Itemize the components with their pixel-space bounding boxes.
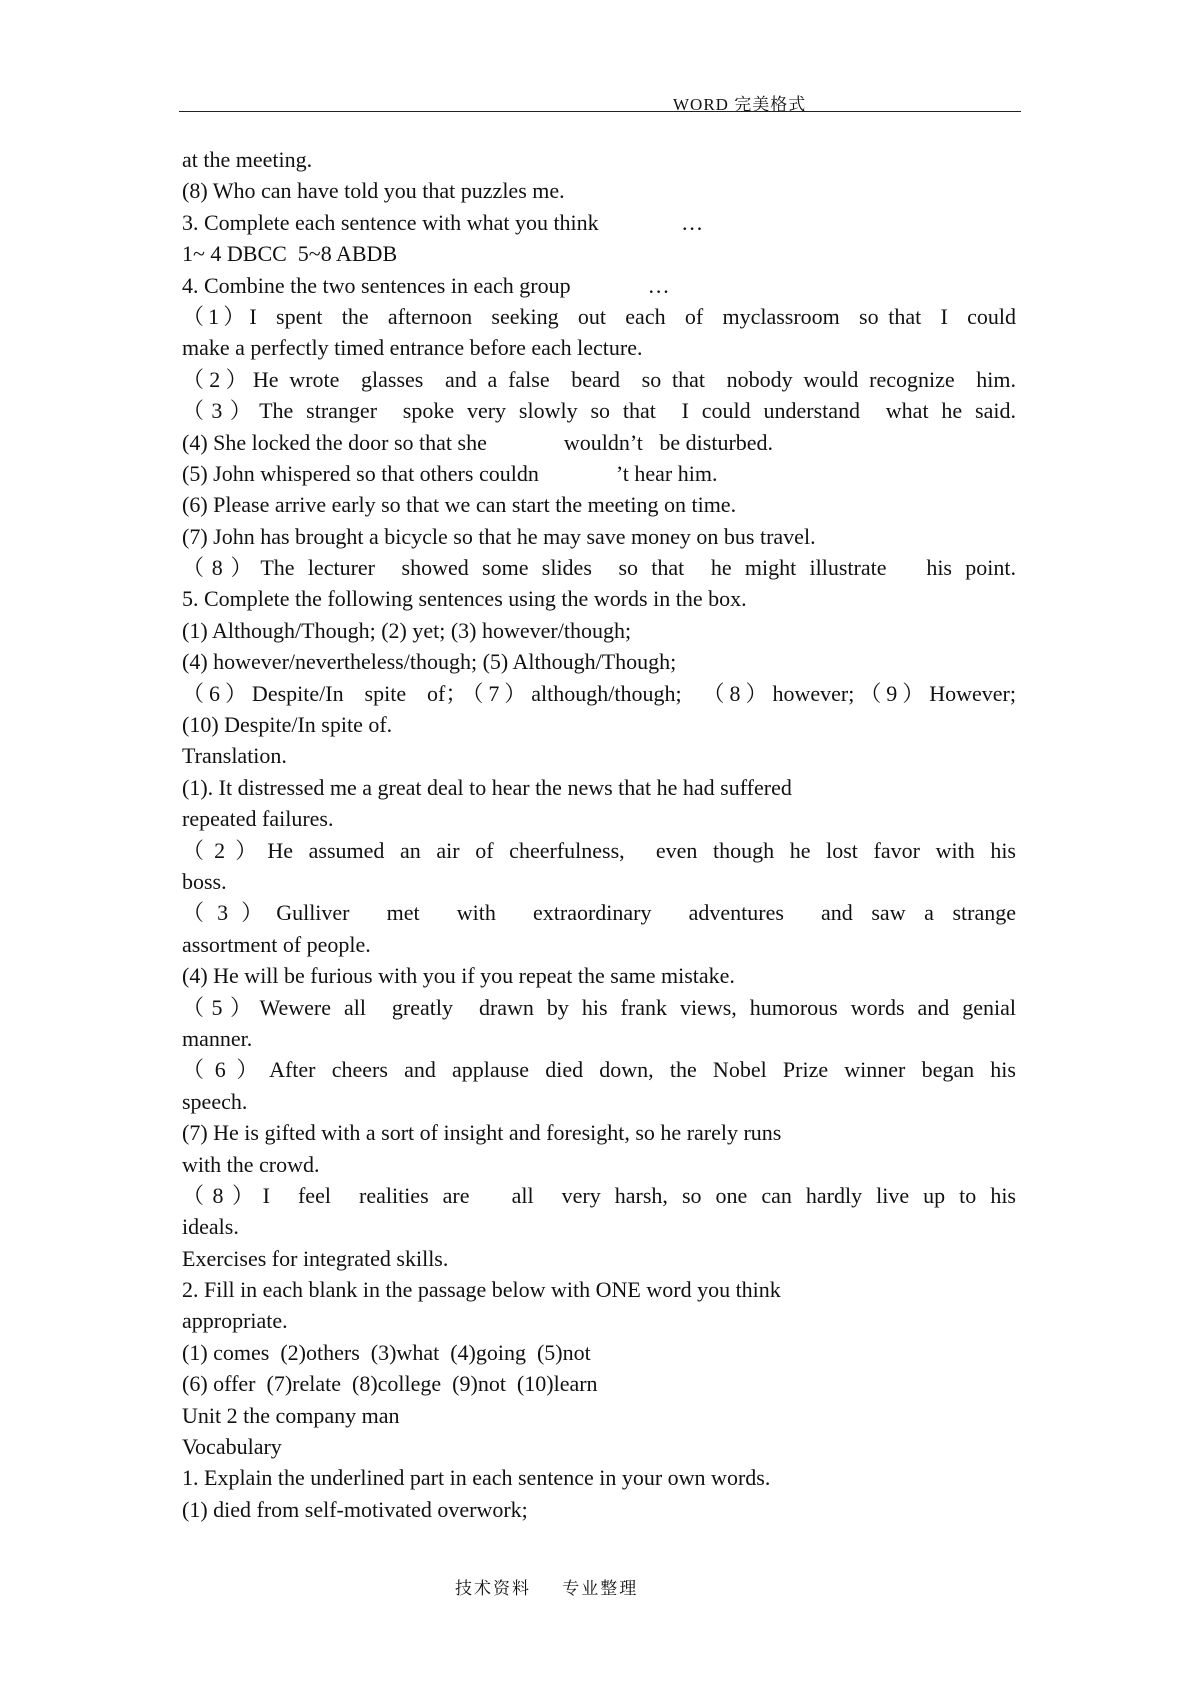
text-line: (7) He is gifted with a sort of insight and foresight, so he rarely runs (182, 1120, 782, 1146)
text-line: Exercises for integrated skills. (182, 1245, 449, 1271)
text-line: (4) however/nevertheless/though; (5) Although/Though; (182, 649, 677, 675)
text-line: 4. Combine the two sentences in each group … (182, 272, 670, 298)
text-line: ideals. (182, 1214, 239, 1240)
text-line: （3）The stranger spoke very slowly so that I could understand what he said. (182, 398, 1016, 424)
text-line: （8）I feel realities are all very harsh, so one can hardly live up to his (182, 1182, 1016, 1208)
text-line: at the meeting. (182, 147, 313, 172)
text-line: (5) John whispered so that others couldn ’t hear him. (182, 460, 718, 486)
header-text: WORD 完美格式 (673, 95, 807, 114)
text-line: (1) died from self-motivated overwork; (182, 1496, 528, 1522)
text-line: assortment of people. (182, 931, 371, 957)
text-line: （1）I spent the afternoon seeking out each of myclassroom so that I could (182, 303, 1016, 329)
text-line: （2）He wrote glasses and a false beard so that nobody would recognize him. (182, 366, 1016, 392)
text-line: repeated failures. (182, 806, 334, 832)
text-line: （3）Gulliver met with extraordinary adventures and saw a strange (182, 900, 1016, 926)
text-line: 1. Explain the underlined part in each sentence in your own words. (182, 1465, 771, 1491)
text-line: with the crowd. (182, 1151, 320, 1177)
text-line: Translation. (182, 743, 287, 769)
text-line: 3. Complete each sentence with what you think … (182, 209, 704, 235)
text-line: 1~ 4 DBCC 5~8 ABDB (182, 241, 398, 267)
text-line: (4) He will be furious with you if you repeat the same mistake. (182, 963, 735, 989)
text-line: (4) She locked the door so that she wouldn’t be disturbed. (182, 429, 774, 455)
text-line: manner. (182, 1025, 253, 1051)
text-line: (1). It distressed me a great deal to hear the news that he had suffered (182, 774, 792, 800)
text-line: （6）After cheers and applause died down, the Nobel Prize winner began his (182, 1057, 1016, 1083)
document-body (182, 144, 1016, 1525)
text-line: appropriate. (182, 1308, 288, 1334)
text-line: （2）He assumed an air of cheerfulness, even though he lost favor with his (182, 837, 1016, 863)
text-line: (7) John has brought a bicycle so that he may save money on bus travel. (182, 523, 816, 549)
text-line: (10) Despite/In spite of. (182, 712, 393, 738)
text-line: (6) Please arrive early so that we can start the meeting on time. (182, 492, 737, 518)
text-line: speech. (182, 1088, 248, 1114)
text-line: （5）Wewere all greatly drawn by his frank views, humorous words and genial (182, 994, 1016, 1020)
text-line: 5. Complete the following sentences using the words in the box. (182, 586, 747, 612)
text-line: (6) offer (7)relate (8)college (9)not (10)learn (182, 1371, 598, 1397)
text-line: (8) Who can have told you that puzzles me. (182, 178, 565, 204)
text-line: （6）Despite/In spite of；（7）although/though; （8）however;（9）However; (182, 680, 1016, 706)
header-rule (179, 111, 1021, 112)
text-line: boss. (182, 868, 227, 894)
text-line: Vocabulary (182, 1434, 282, 1460)
text-line: (1) Although/Though; (2) yet; (3) however/though; (182, 617, 632, 643)
text-line: make a perfectly timed entrance before each lecture. (182, 335, 643, 361)
text-line: (1) comes (2)others (3)what (4)going (5)not (182, 1339, 591, 1365)
text-line: Unit 2 the company man (182, 1402, 400, 1428)
page-footer: 技术资料 专业整理 (455, 1579, 639, 1598)
text-line: 2. Fill in each blank in the passage below with ONE word you think (182, 1277, 781, 1303)
text-line: （8）The lecturer showed some slides so that he might illustrate his point. (182, 555, 1016, 581)
page-header (179, 88, 1021, 114)
